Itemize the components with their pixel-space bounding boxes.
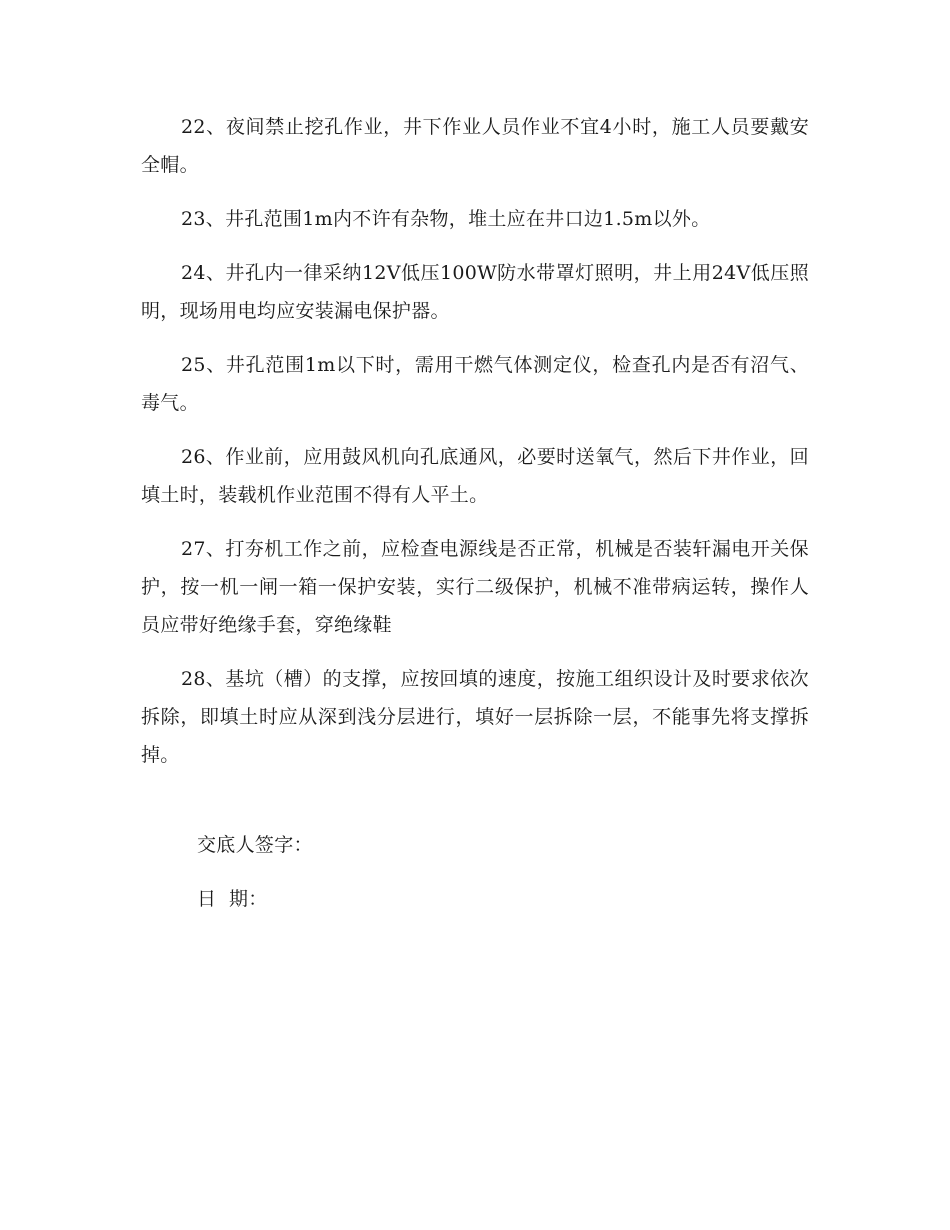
- paragraph-22: 22、夜间禁止挖孔作业，井下作业人员作业不宜4小时，施工人员要戴安全帽。: [141, 116, 809, 176]
- paragraph-26: 26、作业前，应用鼓风机向孔底通风，必要时送氧气，然后下井作业，回填土时，装载机作业范围不得有人平土。: [141, 446, 809, 506]
- signature-block: [197, 826, 697, 934]
- paragraph-25: 25、井孔范围1m以下时，需用干燃气体测定仪，检查孔内是否有沼气、毒气。: [141, 354, 809, 414]
- paragraph-24: 24、井孔内一律采纳12V低压100W防水带罩灯照明，井上用24V低压照明，现场用电均应安装漏电保护器。: [141, 262, 809, 322]
- date-label: 日 期：: [197, 888, 268, 910]
- paragraph-28: 28、基坑（槽）的支撑，应按回填的速度，按施工组织设计及时要求依次拆除，即填土时应从深到浅分层进行，填好一层拆除一层，不能事先将支撑拆掉。: [141, 668, 809, 766]
- paragraph-27: 27、打夯机工作之前，应检查电源线是否正常，机械是否装轩漏电开关保护，按一机一闸一箱一保护安装，实行二级保护，机械不准带病运转，操作人员应带好绝缘手套，穿绝缘鞋: [141, 538, 809, 636]
- signer-label: 交底人签字：: [197, 834, 313, 856]
- document-body: [141, 108, 809, 790]
- paragraph-23: 23、井孔范围1m内不许有杂物，堆土应在井口边1.5m以外。: [181, 208, 711, 230]
